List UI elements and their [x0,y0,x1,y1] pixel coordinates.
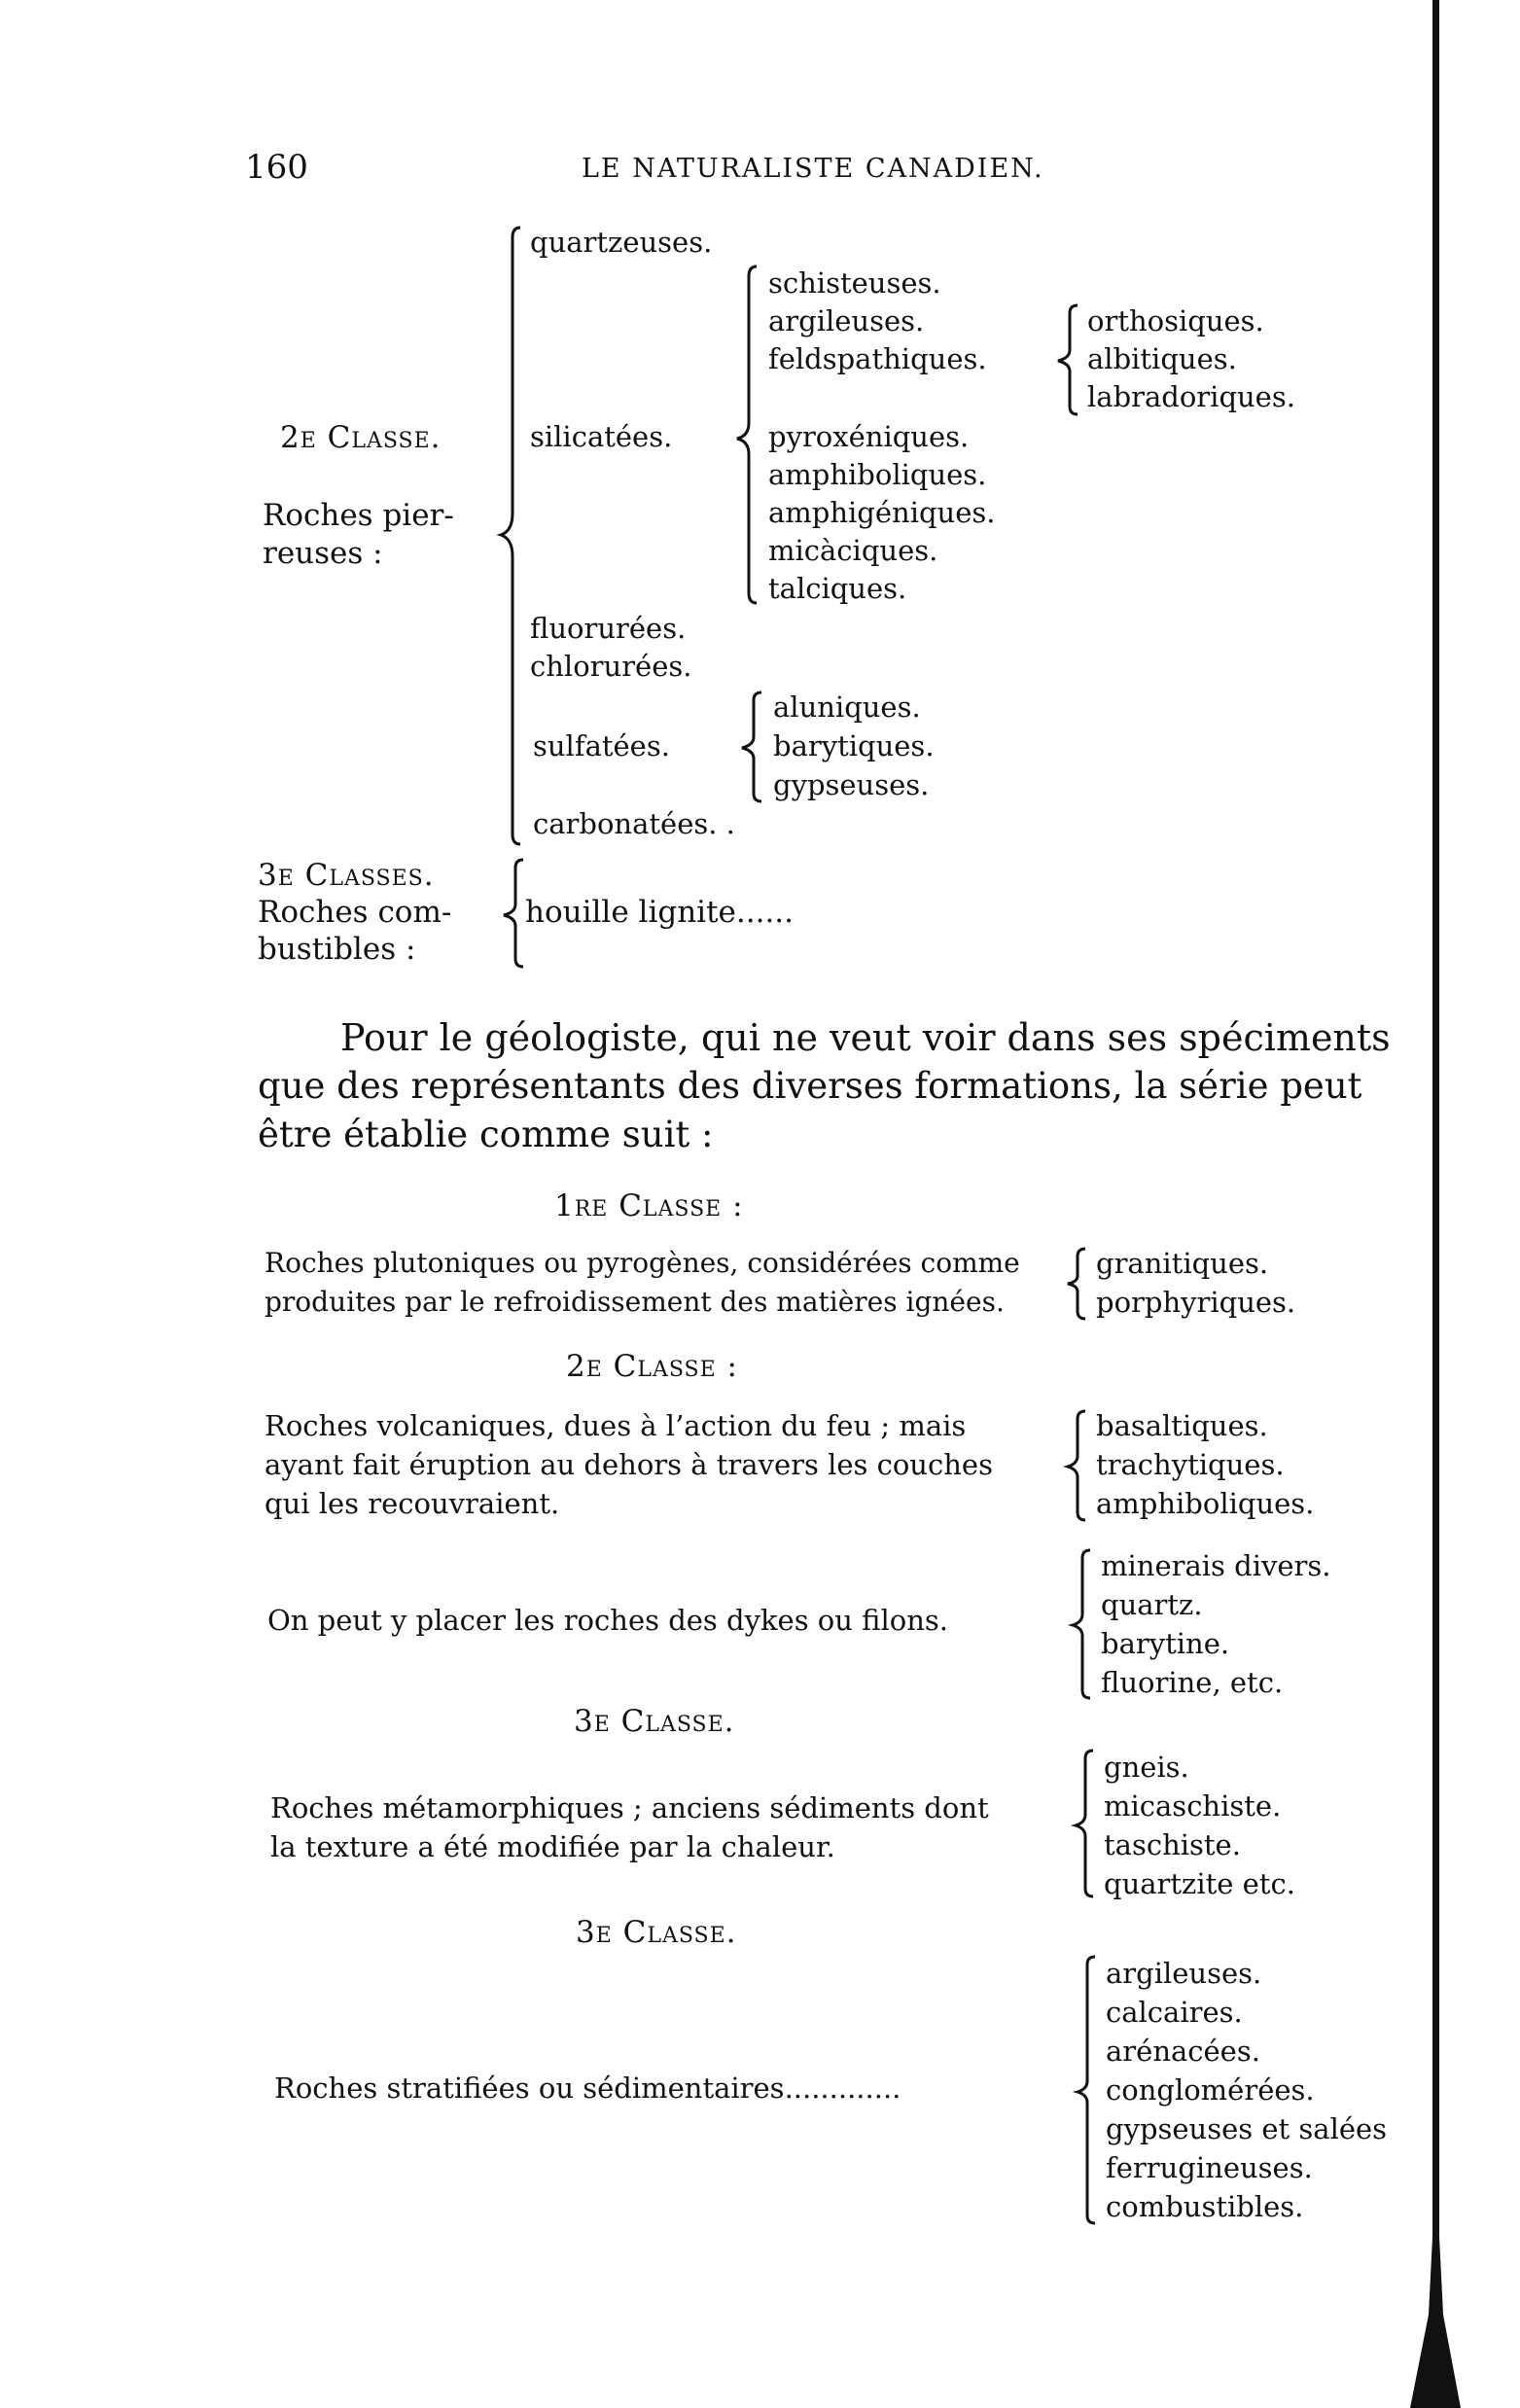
c3-title: 3e Classe. [574,1704,735,1739]
c2-type-1: basaltiques. [1096,1409,1268,1442]
brace-c4 [1070,1953,1103,2229]
silicate-sub-1: schisteuses. [768,266,941,300]
c4-type-4: conglomérées. [1106,2073,1315,2107]
c4-type-2: calcaires. [1106,1996,1243,2029]
silicate-sub-5: amphiboliques. [768,458,987,491]
class2-desc-2: reuses : [263,536,383,571]
brace-main [491,222,530,849]
c2-line-2: ayant fait éruption au dehors à travers les couches [265,1448,993,1481]
fluorurees: fluorurées. [530,612,687,645]
c4-type-1: argileuses. [1106,1957,1262,1990]
c2-type-2: trachytiques. [1096,1448,1285,1481]
c4-title: 3e Classe. [576,1915,737,1950]
carbonatees: carbonatées. . [533,807,735,840]
sulfate-sub-3: gypseuses. [773,768,930,801]
c1-title: 1re Classe : [554,1188,744,1223]
class2-desc-1: Roches pier- [263,498,454,533]
silicate-sub-4: pyroxéniques. [768,420,970,453]
c2-type-3: amphiboliques. [1096,1487,1315,1520]
brace-c2 [1060,1407,1093,1526]
brace-c3 [1068,1747,1101,1902]
c1-type-2: porphyriques. [1096,1286,1296,1319]
feldspath-sub-3: labradoriques. [1087,380,1295,413]
brace-feldspath [1050,301,1085,420]
c4-line: Roches stratifiées ou sédimentaires............. [274,2072,901,2105]
c4-type-3: arénacées. [1106,2035,1260,2068]
silicate-sub-7: micàciques. [768,534,938,567]
brace-c1 [1060,1245,1093,1323]
page-edge-line [1432,0,1439,2408]
sulfate-sub-2: barytiques. [773,729,935,762]
brace-dykes [1065,1546,1098,1704]
class2-title: 2e Classe. [280,420,442,455]
dykes-type-1: minerais divers. [1101,1549,1331,1582]
dykes-type-2: quartz. [1101,1588,1203,1621]
c3-line-1: Roches métamorphiques ; anciens sédiments dont [270,1791,989,1824]
c3-type-2: micaschiste. [1104,1789,1282,1823]
page-number: 160 [245,148,308,187]
paragraph-line-2: que des représentants des diverses formations, la série peut [258,1065,1362,1107]
silicate-sub-3: feldspathiques. [768,342,987,375]
quartzeuses: quartzeuses. [530,226,713,259]
c3-type-4: quartzite etc. [1104,1867,1295,1900]
page-edge-flare [1410,2237,1464,2408]
silicate-sub-6: amphigéniques. [768,496,996,529]
dykes-type-4: fluorine, etc. [1101,1666,1284,1699]
silicate-sub-8: talciques. [768,572,907,605]
c1-line-2: produites par le refroidissement des matières ignées. [265,1286,1005,1318]
c3-type-3: taschiste. [1104,1828,1241,1861]
c3-type-1: gneis. [1104,1751,1189,1784]
paragraph-line-3: être établie comme suit : [258,1114,714,1155]
silicatees: silicatées. [530,420,673,453]
feldspath-sub-2: albitiques. [1087,342,1237,375]
brace-silicatees [729,263,764,608]
sulfatees: sulfatées. [533,729,670,762]
silicate-sub-2: argileuses. [768,304,925,337]
c2-line-3: qui les recouvraient. [265,1487,560,1520]
running-title: LE NATURALISTE CANADIEN. [582,154,1044,184]
class3-title: 3e Classes. [258,858,435,893]
houille-lignite: houille lignite...... [525,895,795,930]
paragraph-line-1: Pour le géologiste, qui ne veut voir dans ses spéciments [340,1016,1391,1059]
c1-type-1: granitiques. [1096,1247,1269,1280]
chlorurees: chlorurées. [530,650,692,683]
c2-line-1: Roches volcaniques, dues à l’action du feu ; mais [265,1409,967,1442]
c4-type-7: combustibles. [1106,2190,1304,2223]
class3-desc-1: Roches com- [258,895,452,930]
c1-line-1: Roches plutoniques ou pyrogènes, considérées comme [265,1247,1020,1279]
sulfate-sub-1: aluniques. [773,691,921,724]
class3-desc-2: bustibles : [258,932,416,967]
dykes-type-3: barytine. [1101,1627,1230,1660]
c3-line-2: la texture a été modifiée par la chaleur. [270,1830,835,1863]
brace-sulfatees [734,689,769,807]
c4-type-5: gypseuses et salées [1106,2112,1388,2145]
c4-type-6: ferrugineuses. [1106,2151,1313,2184]
feldspath-sub-1: orthosiques. [1087,304,1264,337]
c2-title: 2e Classe : [566,1349,738,1384]
dykes-line: On peut y placer les roches des dykes ou filons. [267,1604,949,1637]
